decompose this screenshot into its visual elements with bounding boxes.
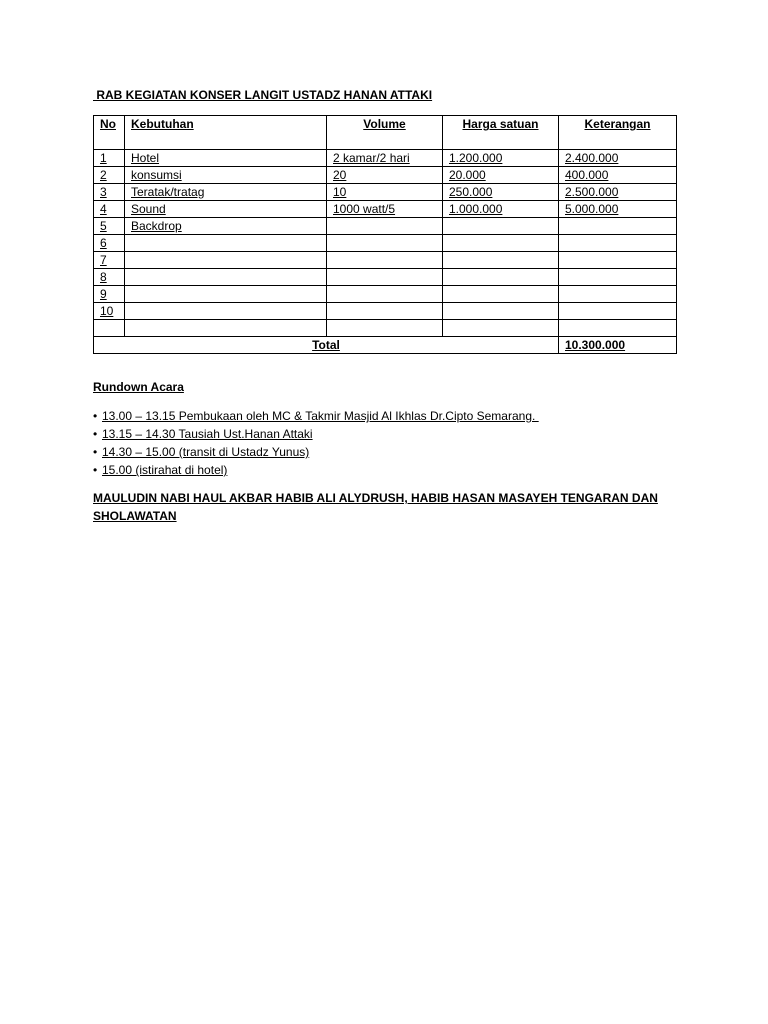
rundown-item-text: 13.00 – 13.15 Pembukaan oleh MC & Takmir Masjid Al Ikhlas Dr.Cipto Semarang. xyxy=(102,409,539,423)
cell-volume: 2 kamar/2 hari xyxy=(327,150,443,167)
bullet-icon: • xyxy=(93,445,98,459)
cell-volume: 20 xyxy=(327,167,443,184)
bullet-icon: • xyxy=(93,409,98,423)
cell-harga: 250.000 xyxy=(443,184,559,201)
list-item xyxy=(93,407,539,425)
cell-harga: 20.000 xyxy=(443,167,559,184)
cell-harga xyxy=(443,252,559,269)
cell-no: 2 xyxy=(94,167,125,184)
table-header-row xyxy=(94,116,677,150)
cell-harga xyxy=(443,320,559,337)
list-item xyxy=(93,443,539,461)
total-label: Total xyxy=(94,337,559,354)
cell-volume: 10 xyxy=(327,184,443,201)
cell-no: 7 xyxy=(94,252,125,269)
cell-harga xyxy=(443,303,559,320)
cell-volume xyxy=(327,252,443,269)
cell-kebutuhan: konsumsi xyxy=(125,167,327,184)
cell-kebutuhan xyxy=(125,269,327,286)
total-value: 10.300.000 xyxy=(559,337,677,354)
header-keterangan: Keterangan xyxy=(559,116,677,150)
table-row xyxy=(94,286,677,303)
rundown-item-text: 15.00 (istirahat di hotel) xyxy=(102,463,228,477)
cell-keterangan: 5.000.000 xyxy=(559,201,677,218)
cell-no: 10 xyxy=(94,303,125,320)
cell-volume xyxy=(327,303,443,320)
table-total-row xyxy=(94,337,677,354)
table-row xyxy=(94,235,677,252)
table-row xyxy=(94,269,677,286)
cell-keterangan xyxy=(559,235,677,252)
cell-keterangan xyxy=(559,286,677,303)
cell-kebutuhan: Hotel xyxy=(125,150,327,167)
table-row xyxy=(94,201,677,218)
cell-volume: 1000 watt/5 xyxy=(327,201,443,218)
cell-no: 4 xyxy=(94,201,125,218)
cell-keterangan xyxy=(559,320,677,337)
cell-keterangan: 2.500.000 xyxy=(559,184,677,201)
table-row xyxy=(94,184,677,201)
cell-no: 3 xyxy=(94,184,125,201)
cell-keterangan: 400.000 xyxy=(559,167,677,184)
table-row xyxy=(94,320,677,337)
cell-no: 5 xyxy=(94,218,125,235)
cell-no: 8 xyxy=(94,269,125,286)
rundown-item-text: 13.15 – 14.30 Tausiah Ust.Hanan Attaki xyxy=(102,427,313,441)
cell-keterangan xyxy=(559,252,677,269)
list-item xyxy=(93,425,539,443)
table-row xyxy=(94,303,677,320)
rundown-item-text: 14.30 – 15.00 (transit di Ustadz Yunus) xyxy=(102,445,310,459)
cell-harga xyxy=(443,286,559,303)
cell-keterangan xyxy=(559,269,677,286)
cell-volume xyxy=(327,269,443,286)
cell-harga: 1.200.000 xyxy=(443,150,559,167)
cell-kebutuhan xyxy=(125,303,327,320)
table-row xyxy=(94,252,677,269)
header-no: No xyxy=(94,116,125,150)
cell-harga xyxy=(443,269,559,286)
cell-volume xyxy=(327,218,443,235)
table-row xyxy=(94,150,677,167)
cell-volume xyxy=(327,320,443,337)
rundown-title: Rundown Acara xyxy=(93,380,184,394)
header-kebutuhan: Kebutuhan xyxy=(125,116,327,150)
cell-no xyxy=(94,320,125,337)
cell-keterangan xyxy=(559,218,677,235)
table-row xyxy=(94,218,677,235)
bullet-icon: • xyxy=(93,427,98,441)
cell-kebutuhan xyxy=(125,235,327,252)
cell-no: 1 xyxy=(94,150,125,167)
cell-kebutuhan xyxy=(125,320,327,337)
cell-volume xyxy=(327,286,443,303)
cell-harga xyxy=(443,218,559,235)
closing-text: MAULUDIN NABI HAUL AKBAR HABIB ALI ALYDRUSH, HABIB HASAN MASAYEH TENGARAN DAN SHOLAWATAN xyxy=(93,491,658,523)
cell-harga xyxy=(443,235,559,252)
cell-kebutuhan xyxy=(125,286,327,303)
cell-harga: 1.000.000 xyxy=(443,201,559,218)
cell-kebutuhan: Teratak/tratag xyxy=(125,184,327,201)
cell-volume xyxy=(327,235,443,252)
list-item xyxy=(93,461,539,479)
table-row xyxy=(94,167,677,184)
cell-keterangan xyxy=(559,303,677,320)
bullet-icon: • xyxy=(93,463,98,477)
cell-no: 6 xyxy=(94,235,125,252)
cell-keterangan: 2.400.000 xyxy=(559,150,677,167)
budget-table xyxy=(93,115,677,354)
cell-no: 9 xyxy=(94,286,125,303)
cell-kebutuhan: Backdrop xyxy=(125,218,327,235)
header-harga-satuan: Harga satuan xyxy=(443,116,559,150)
document-title: RAB KEGIATAN KONSER LANGIT USTADZ HANAN ATTAKI xyxy=(93,88,433,102)
header-volume: Volume xyxy=(327,116,443,150)
rundown-list xyxy=(93,407,539,479)
cell-kebutuhan xyxy=(125,252,327,269)
cell-kebutuhan: Sound xyxy=(125,201,327,218)
